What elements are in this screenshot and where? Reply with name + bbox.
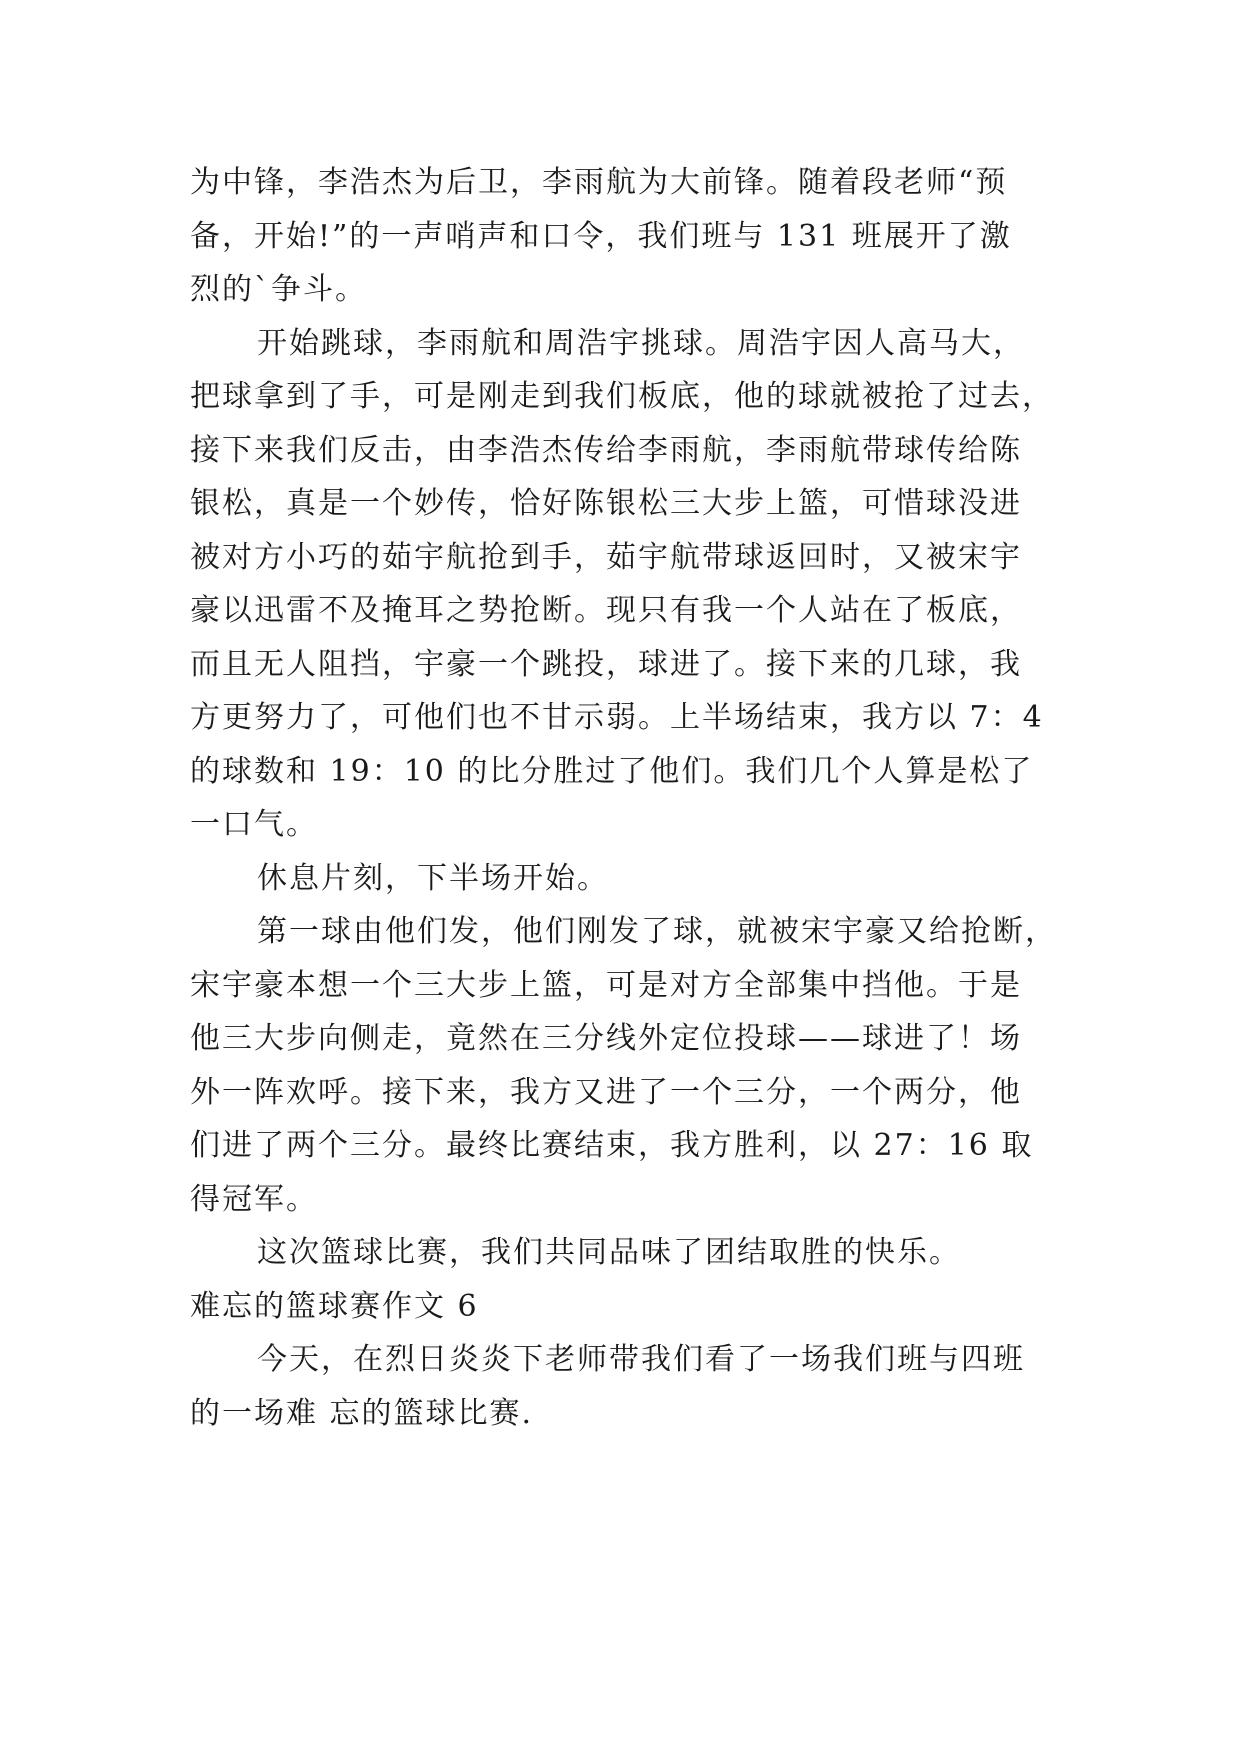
paragraph-start-line: 今天，在烈日炎炎下老师带我们看了一场我们班与四班 [257, 1342, 1025, 1377]
document-body [190, 156, 1070, 1440]
text-line: 而且无人阻挡，宇豪一个跳投，球进了。接下来的几球，我 [190, 646, 1022, 682]
text-line: 得冠军。 [190, 1181, 318, 1217]
text-line: 银松，真是一个妙传，恰好陈银松三大步上篮，可惜球没进 [190, 486, 1022, 521]
text-line: 一口气。 [190, 807, 318, 842]
text-line: 宋宇豪本想一个三大步上篮，可是对方全部集中挡他。于是 [190, 967, 1022, 1003]
text-line: 方更努力了，可他们也不甘示弱。上半场结束，我方以 7：4 [190, 700, 1044, 735]
paragraph-start-line: 休息片刻，下半场开始。 [257, 860, 609, 896]
text-line: 备，开始!”的一声哨声和口令，我们班与 131 班展开了激 [190, 218, 1012, 254]
text-line: 豪以迅雷不及掩耳之势抢断。现只有我一个人站在了板底， [190, 593, 1022, 628]
text-line: 把球拿到了手，可是刚走到我们板底，他的球就被抢了过去， [190, 379, 1054, 414]
text-line: 他三大步向侧走，竟然在三分线外定位投球——球进了！场 [190, 1021, 1022, 1056]
text-line: 为中锋，李浩杰为后卫，李雨航为大前锋。随着段老师“预 [190, 165, 1008, 200]
text-line: 烈的`争斗。 [190, 272, 367, 307]
text-line: 的一场难 忘的篮球比赛. [190, 1395, 534, 1431]
paragraph-start-line: 这次篮球比赛，我们共同品味了团结取胜的快乐。 [257, 1235, 961, 1270]
text-line: 的球数和 19：10 的比分胜过了他们。我们几个人算是松了 [190, 753, 1034, 789]
text-line: 外一阵欢呼。接下来，我方又进了一个三分，一个两分，他 [190, 1074, 1022, 1110]
text-line: 被对方小巧的茹宇航抢到手，茹宇航带球返回时，又被宋宇 [190, 539, 1022, 575]
paragraph-start-line: 第一球由他们发，他们刚发了球，就被宋宇豪又给抢断， [257, 914, 1057, 949]
paragraph-start-line: 开始跳球，李雨航和周浩宇挑球。周浩宇因人高马大， [257, 325, 1025, 361]
text-line: 接下来我们反击，由李浩杰传给李雨航，李雨航带球传给陈 [190, 432, 1022, 468]
section-heading: 难忘的篮球赛作文 6 [190, 1288, 479, 1324]
text-line: 们进了两个三分。最终比赛结束，我方胜利，以 27：16 取 [190, 1128, 1034, 1163]
